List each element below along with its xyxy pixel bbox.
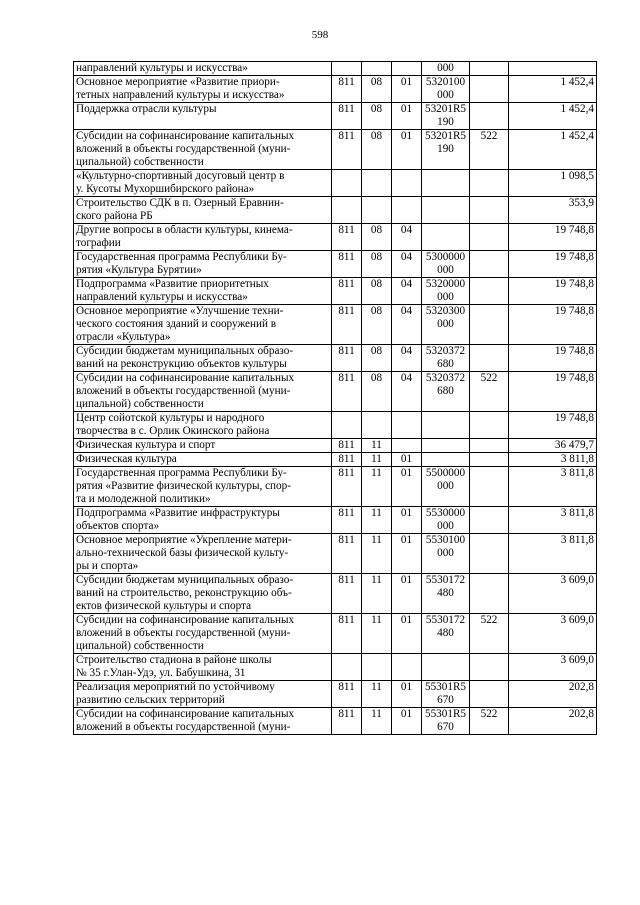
target-article-line: 5320372 (425, 345, 466, 357)
item-name-line: рятия «Культура Бурятии» (76, 264, 202, 276)
expense-type-cell (470, 305, 509, 345)
section-code-cell: 08 (362, 278, 392, 305)
ministry-code-cell: 811 (332, 130, 362, 170)
section-code-cell (362, 170, 392, 197)
item-name-line: ваний на строительство, реконструкцию объ- (76, 587, 292, 599)
item-name-line: ского района РБ (76, 210, 153, 222)
ministry-code-cell (332, 654, 362, 681)
target-article-line: 5530000 (425, 507, 466, 519)
table-row (74, 224, 597, 251)
target-article-line: 670 (437, 694, 454, 706)
item-name-cell (74, 467, 332, 507)
item-name-line: ваний на реконструкцию объектов культуры (76, 358, 287, 370)
subsection-code-cell: 01 (392, 681, 422, 708)
table-row (74, 197, 597, 224)
budget-table (73, 61, 597, 735)
expense-type-cell (470, 62, 509, 76)
target-article-cell (422, 170, 470, 197)
expense-type-cell (470, 345, 509, 372)
table-row (74, 76, 597, 103)
section-code-cell: 11 (362, 507, 392, 534)
target-article-line: 55301R5 (424, 708, 467, 720)
amount-cell: 19 748,8 (509, 372, 597, 412)
ministry-code-cell: 811 (332, 372, 362, 412)
expense-type-cell (470, 467, 509, 507)
ministry-code-cell: 811 (332, 534, 362, 574)
subsection-code-cell: 01 (392, 467, 422, 507)
item-name-line: «Культурно-спортивный досуговый центр в (76, 170, 285, 182)
target-article-cell (422, 345, 470, 372)
item-name-line: № 35 г.Улан-Удэ, ул. Бабушкина, 31 (76, 667, 246, 679)
item-name-cell (74, 76, 332, 103)
subsection-code-cell: 01 (392, 534, 422, 574)
target-article-line: 190 (437, 143, 454, 155)
amount-cell: 3 609,0 (509, 654, 597, 681)
item-name-line: Субсидии бюджетам муниципальных образо- (76, 574, 294, 586)
target-article-cell (422, 467, 470, 507)
amount-cell: 1 098,5 (509, 170, 597, 197)
target-article-cell (422, 534, 470, 574)
expense-type-cell: 522 (470, 708, 509, 735)
table-row (74, 507, 597, 534)
section-code-cell: 11 (362, 439, 392, 453)
budget-table-body (74, 62, 597, 735)
expense-type-cell (470, 76, 509, 103)
target-article-line: 480 (437, 587, 454, 599)
item-name-line: Физическая культура (76, 453, 177, 465)
target-article-cell (422, 654, 470, 681)
table-row (74, 534, 597, 574)
item-name-line: Основное мероприятие «Улучшение техни- (76, 305, 284, 317)
ministry-code-cell: 811 (332, 103, 362, 130)
table-row (74, 130, 597, 170)
subsection-code-cell: 01 (392, 76, 422, 103)
amount-cell: 19 748,8 (509, 251, 597, 278)
target-article-cell (422, 574, 470, 614)
item-name-line: ципальной) собственности (76, 398, 204, 410)
item-name-line: творчества в с. Орлик Окинского района (76, 425, 270, 437)
item-name-line: Субсидии на софинансирование капитальных (76, 708, 295, 720)
amount-cell: 1 452,4 (509, 76, 597, 103)
ministry-code-cell: 811 (332, 614, 362, 654)
target-article-cell (422, 224, 470, 251)
table-row (74, 372, 597, 412)
subsection-code-cell: 04 (392, 278, 422, 305)
item-name-line: вложений в объекты государственной (муни- (76, 627, 291, 639)
table-row (74, 453, 597, 467)
table-row (74, 654, 597, 681)
item-name-line: вложений в объекты государственной (муни- (76, 143, 291, 155)
amount-cell: 19 748,8 (509, 412, 597, 439)
section-code-cell: 08 (362, 372, 392, 412)
target-article-cell (422, 305, 470, 345)
amount-cell: 1 452,4 (509, 130, 597, 170)
expense-type-cell (470, 197, 509, 224)
target-article-cell (422, 708, 470, 735)
item-name-line: Центр сойотской культуры и народного (76, 412, 265, 424)
expense-type-cell (470, 278, 509, 305)
section-code-cell: 08 (362, 224, 392, 251)
item-name-line: ципальной) собственности (76, 156, 204, 168)
subsection-code-cell (392, 62, 422, 76)
target-article-cell (422, 76, 470, 103)
expense-type-cell: 522 (470, 130, 509, 170)
item-name-cell (74, 534, 332, 574)
expense-type-cell (470, 224, 509, 251)
target-article-cell (422, 278, 470, 305)
subsection-code-cell: 04 (392, 345, 422, 372)
table-row (74, 251, 597, 278)
item-name-line: Поддержка отрасли культуры (76, 103, 217, 115)
item-name-cell (74, 614, 332, 654)
subsection-code-cell: 01 (392, 614, 422, 654)
target-article-line: 680 (437, 358, 454, 370)
target-article-line: 5320300 (425, 305, 466, 317)
table-row (74, 412, 597, 439)
section-code-cell (362, 654, 392, 681)
item-name-cell (74, 681, 332, 708)
section-code-cell: 08 (362, 251, 392, 278)
ministry-code-cell: 811 (332, 76, 362, 103)
target-article-line: 53201R5 (424, 130, 467, 142)
subsection-code-cell: 01 (392, 507, 422, 534)
target-article-line: 000 (437, 318, 454, 330)
ministry-code-cell (332, 197, 362, 224)
expense-type-cell (470, 103, 509, 130)
expense-type-cell (470, 251, 509, 278)
page-number: 598 (311, 29, 329, 41)
item-name-cell (74, 278, 332, 305)
target-article-line: 680 (437, 385, 454, 397)
item-name-line: Подпрограмма «Развитие инфраструктуры (76, 507, 280, 519)
target-article-cell (422, 412, 470, 439)
target-article-cell (422, 507, 470, 534)
subsection-code-cell (392, 439, 422, 453)
section-code-cell: 11 (362, 453, 392, 467)
expense-type-cell (470, 439, 509, 453)
amount-cell: 19 748,8 (509, 224, 597, 251)
amount-cell: 202,8 (509, 681, 597, 708)
amount-cell: 1 452,4 (509, 103, 597, 130)
item-name-cell (74, 708, 332, 735)
expense-type-cell (470, 412, 509, 439)
table-row (74, 103, 597, 130)
ministry-code-cell: 811 (332, 224, 362, 251)
target-article-cell (422, 251, 470, 278)
subsection-code-cell: 01 (392, 453, 422, 467)
target-article-cell (422, 614, 470, 654)
item-name-cell (74, 62, 332, 76)
item-name-line: Основное мероприятие «Укрепление матери- (76, 534, 292, 546)
amount-cell (509, 62, 597, 76)
amount-cell: 19 748,8 (509, 278, 597, 305)
section-code-cell: 08 (362, 345, 392, 372)
target-article-line: 5530100 (425, 534, 466, 546)
item-name-cell (74, 507, 332, 534)
table-row (74, 574, 597, 614)
subsection-code-cell: 04 (392, 224, 422, 251)
expense-type-cell (470, 654, 509, 681)
target-article-line: 480 (437, 627, 454, 639)
item-name-cell (74, 251, 332, 278)
item-name-cell (74, 372, 332, 412)
table-row (74, 614, 597, 654)
section-code-cell: 08 (362, 130, 392, 170)
amount-cell: 3 811,8 (509, 453, 597, 467)
target-article-line: 5320100 (425, 76, 466, 88)
amount-cell: 3 609,0 (509, 574, 597, 614)
section-code-cell: 11 (362, 534, 392, 574)
ministry-code-cell (332, 412, 362, 439)
item-name-cell (74, 224, 332, 251)
item-name-line: Субсидии бюджетам муниципальных образо- (76, 345, 294, 357)
target-article-cell (422, 372, 470, 412)
section-code-cell: 08 (362, 76, 392, 103)
target-article-line: 670 (437, 721, 454, 733)
target-article-line: 000 (437, 62, 454, 74)
target-article-line: 53201R5 (424, 103, 467, 115)
amount-cell: 353,9 (509, 197, 597, 224)
item-name-line: тографии (76, 237, 121, 249)
expense-type-cell: 522 (470, 614, 509, 654)
subsection-code-cell (392, 170, 422, 197)
target-article-line: 000 (437, 89, 454, 101)
item-name-line: ципальной) собственности (76, 640, 204, 652)
ministry-code-cell: 811 (332, 681, 362, 708)
target-article-line: 000 (437, 264, 454, 276)
ministry-code-cell: 811 (332, 467, 362, 507)
amount-cell: 3 811,8 (509, 507, 597, 534)
item-name-line: вложений в объекты государственной (муни- (76, 721, 291, 733)
item-name-line: Строительство СДК в п. Озерный Еравнин- (76, 197, 284, 209)
item-name-line: Строительство стадиона в районе школы (76, 654, 272, 666)
item-name-line: Реализация мероприятий по устойчивому (76, 681, 275, 693)
item-name-cell (74, 654, 332, 681)
section-code-cell (362, 62, 392, 76)
expense-type-cell: 522 (470, 372, 509, 412)
expense-type-cell (470, 681, 509, 708)
ministry-code-cell: 811 (332, 439, 362, 453)
section-code-cell: 11 (362, 467, 392, 507)
table-row (74, 305, 597, 345)
item-name-cell (74, 439, 332, 453)
section-code-cell: 11 (362, 574, 392, 614)
table-row (74, 439, 597, 453)
expense-type-cell (470, 574, 509, 614)
section-code-cell: 08 (362, 305, 392, 345)
target-article-line: 000 (437, 520, 454, 532)
ministry-code-cell: 811 (332, 278, 362, 305)
section-code-cell: 11 (362, 614, 392, 654)
item-name-line: та и молодежной политики» (76, 493, 211, 505)
item-name-cell (74, 130, 332, 170)
table-row (74, 278, 597, 305)
target-article-line: 5320372 (425, 372, 466, 384)
item-name-cell (74, 305, 332, 345)
table-row (74, 62, 597, 76)
subsection-code-cell: 01 (392, 103, 422, 130)
item-name-line: развитию сельских территорий (76, 694, 225, 706)
target-article-cell (422, 103, 470, 130)
subsection-code-cell (392, 654, 422, 681)
item-name-line: ры и спорта» (76, 560, 139, 572)
item-name-line: ектов физической культуры и спорта (76, 600, 252, 612)
subsection-code-cell: 04 (392, 305, 422, 345)
ministry-code-cell: 811 (332, 574, 362, 614)
item-name-line: вложений в объекты государственной (муни- (76, 385, 291, 397)
target-article-line: 000 (437, 291, 454, 303)
subsection-code-cell: 01 (392, 130, 422, 170)
item-name-line: ческого состояния зданий и сооружений в (76, 318, 277, 330)
item-name-line: Субсидии на софинансирование капитальных (76, 372, 295, 384)
subsection-code-cell (392, 412, 422, 439)
ministry-code-cell: 811 (332, 507, 362, 534)
table-row (74, 467, 597, 507)
ministry-code-cell: 811 (332, 453, 362, 467)
item-name-line: Субсидии на софинансирование капитальных (76, 130, 295, 142)
item-name-line: ально-технической базы физической культу- (76, 547, 289, 559)
ministry-code-cell (332, 62, 362, 76)
target-article-line: 5500000 (425, 467, 466, 479)
item-name-cell (74, 412, 332, 439)
expense-type-cell (470, 170, 509, 197)
amount-cell: 3 609,0 (509, 614, 597, 654)
target-article-line: 190 (437, 116, 454, 128)
item-name-cell (74, 197, 332, 224)
item-name-line: Основное мероприятие «Развитие приори- (76, 76, 280, 88)
item-name-cell (74, 453, 332, 467)
subsection-code-cell (392, 197, 422, 224)
target-article-cell (422, 197, 470, 224)
ministry-code-cell: 811 (332, 708, 362, 735)
target-article-cell (422, 62, 470, 76)
item-name-line: Государственная программа Республики Бу- (76, 467, 287, 479)
subsection-code-cell: 04 (392, 251, 422, 278)
table-row (74, 681, 597, 708)
item-name-line: Субсидии на софинансирование капитальных (76, 614, 295, 626)
section-code-cell: 08 (362, 103, 392, 130)
target-article-cell (422, 681, 470, 708)
target-article-line: 5530172 (425, 574, 466, 586)
item-name-line: отрасли «Культура» (76, 331, 171, 343)
target-article-line: 5320000 (425, 278, 466, 290)
item-name-line: рятия «Развитие физической культуры, спор- (76, 480, 291, 492)
subsection-code-cell: 01 (392, 708, 422, 735)
item-name-line: Государственная программа Республики Бу- (76, 251, 287, 263)
target-article-line: 000 (437, 547, 454, 559)
subsection-code-cell: 01 (392, 574, 422, 614)
target-article-cell (422, 453, 470, 467)
ministry-code-cell: 811 (332, 251, 362, 278)
target-article-cell (422, 130, 470, 170)
ministry-code-cell: 811 (332, 345, 362, 372)
item-name-line: направлений культуры и искусства» (76, 62, 248, 74)
section-code-cell: 11 (362, 681, 392, 708)
expense-type-cell (470, 534, 509, 574)
target-article-line: 55301R5 (424, 681, 467, 693)
table-row (74, 170, 597, 197)
amount-cell: 36 479,7 (509, 439, 597, 453)
item-name-line: направлений культуры и искусства» (76, 291, 248, 303)
amount-cell: 202,8 (509, 708, 597, 735)
item-name-line: у. Кусоты Мухоршибирского района» (76, 183, 255, 195)
section-code-cell (362, 412, 392, 439)
table-row (74, 708, 597, 735)
ministry-code-cell: 811 (332, 305, 362, 345)
amount-cell: 3 811,8 (509, 467, 597, 507)
item-name-line: Подпрограмма «Развитие приоритетных (76, 278, 269, 290)
subsection-code-cell: 04 (392, 372, 422, 412)
item-name-line: Другие вопросы в области культуры, кинема- (76, 224, 293, 236)
item-name-cell (74, 103, 332, 130)
ministry-code-cell (332, 170, 362, 197)
item-name-line: тетных направлений культуры и искусства» (76, 89, 285, 101)
target-article-line: 000 (437, 480, 454, 492)
item-name-line: объектов спорта» (76, 520, 160, 532)
amount-cell: 19 748,8 (509, 305, 597, 345)
expense-type-cell (470, 507, 509, 534)
table-row (74, 345, 597, 372)
expense-type-cell (470, 453, 509, 467)
item-name-cell (74, 574, 332, 614)
amount-cell: 19 748,8 (509, 345, 597, 372)
target-article-cell (422, 439, 470, 453)
amount-cell: 3 811,8 (509, 534, 597, 574)
section-code-cell (362, 197, 392, 224)
item-name-cell (74, 170, 332, 197)
item-name-cell (74, 345, 332, 372)
section-code-cell: 11 (362, 708, 392, 735)
item-name-line: Физическая культура и спорт (76, 439, 216, 451)
target-article-line: 5530172 (425, 614, 466, 626)
target-article-line: 5300000 (425, 251, 466, 263)
